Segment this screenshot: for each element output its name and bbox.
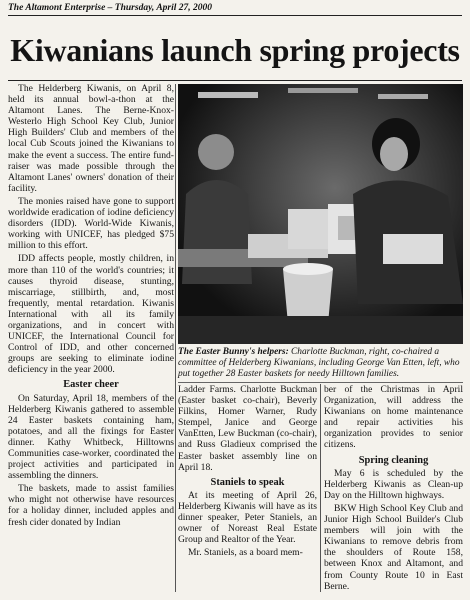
subheading-spring-cleaning: Spring cleaning (358, 454, 429, 466)
news-photo (178, 84, 463, 344)
paragraph: On Saturday, April 18, members of the Helderberg Kiwanis gathered to assemble 24 Easter baskets containing ham, potatoes, and all the fixings for Easter dinner. Kathy Whitbeck, Hilltowns Communities case-worker, coordinated the project activities and participated in assembling the dinners. (8, 392, 174, 482)
photo-illustration (178, 84, 463, 344)
paragraph: The monies raised have gone to support worldwide eradication of iodine deficiency disorders (IDD). World-Wide Kiwanis, working with UNICEF, has pledged $75 million to this effort. (8, 195, 174, 252)
paragraph: Ladder Farms. Charlotte Buckman (Easter basket co-chair), Beverly Filkins, Homer Warner, Rudy Stempel, Janice and George VanEtten, Lew Buckman (co-chair), and Russ Gladieux comprised the Easter basket assembly line on April 18. (178, 384, 317, 473)
subheading-easter-cheer: Easter cheer (63, 379, 119, 391)
paragraph: BKW High School Key Club and Junior High School Builder's Club members will join with the Kiwanians to remove debris from the shoulders of Route 158, between Knox and Altamont, and from County Route 10 in East Berne. (324, 502, 463, 592)
column-divider (320, 384, 321, 592)
caption-text: Charlotte Buckman, right, co-chaired a committee of Helderberg Kiwanians, including George Van Etten, left, who put together 28 Easter baskets for needy Hilltown families. (178, 347, 460, 379)
caption-lead: The Easter Bunny's helpers: (178, 347, 289, 357)
headline: Kiwanians launch spring projects (8, 20, 462, 81)
masthead: The Altamont Enterprise – Thursday, April 27, 2000 (8, 3, 462, 16)
paragraph: The baskets, made to assist families who might not otherwise have resources for a holiday dinner, included apples and fresh cider donated by Indian (8, 483, 174, 528)
paragraph: At its meeting of April 26, Helderberg Kiwanis will have as its dinner speaker, Peter Staniels, an owner of Noreast Real Estate Group and Realtor of the Year. (178, 489, 317, 546)
paragraph: May 6 is scheduled by the Helderberg Kiwanis as Clean-up Day on the Hilltown highways. (324, 467, 463, 501)
article-column-3 (324, 384, 463, 594)
article-column-2 (178, 384, 317, 560)
paragraph: ber of the Christmas in April Organization, will address the Kiwanians on home maintenance and repair activities his organization provides to senior citizens. (324, 384, 463, 451)
article-column-1 (8, 83, 174, 530)
paragraph: IDD affects people, mostly children, in more than 110 of the world's countries; it causes thyroid disease, stunting, miscarriage, stillbirth, and, most frequently, mental retardation. Kiwanis International with all its family organizations, and in concert with UNICEF, the International Council for Control of IDD, and other concerned groups are seeking to eliminate iodine deficiency in the year 2000. (8, 253, 174, 376)
subheading-staniels-to-speak: Staniels to speak (210, 476, 285, 488)
paragraph: The Helderberg Kiwanis, on April 8, held its annual bowl-a-thon at the Altamont Lanes. The Berne-Knox-Westerlo High School Key Club, Junior High Builders' Club and members of the local Cub Scouts joined the Kiwanians to make the event a success. The entire fund-raiser was made possible through the Altamont Lanes' owners' donation of their facility. (8, 83, 174, 194)
paragraph: Mr. Staniels, as a board mem- (188, 547, 303, 559)
photo-caption (178, 347, 463, 383)
column-divider (175, 84, 176, 592)
